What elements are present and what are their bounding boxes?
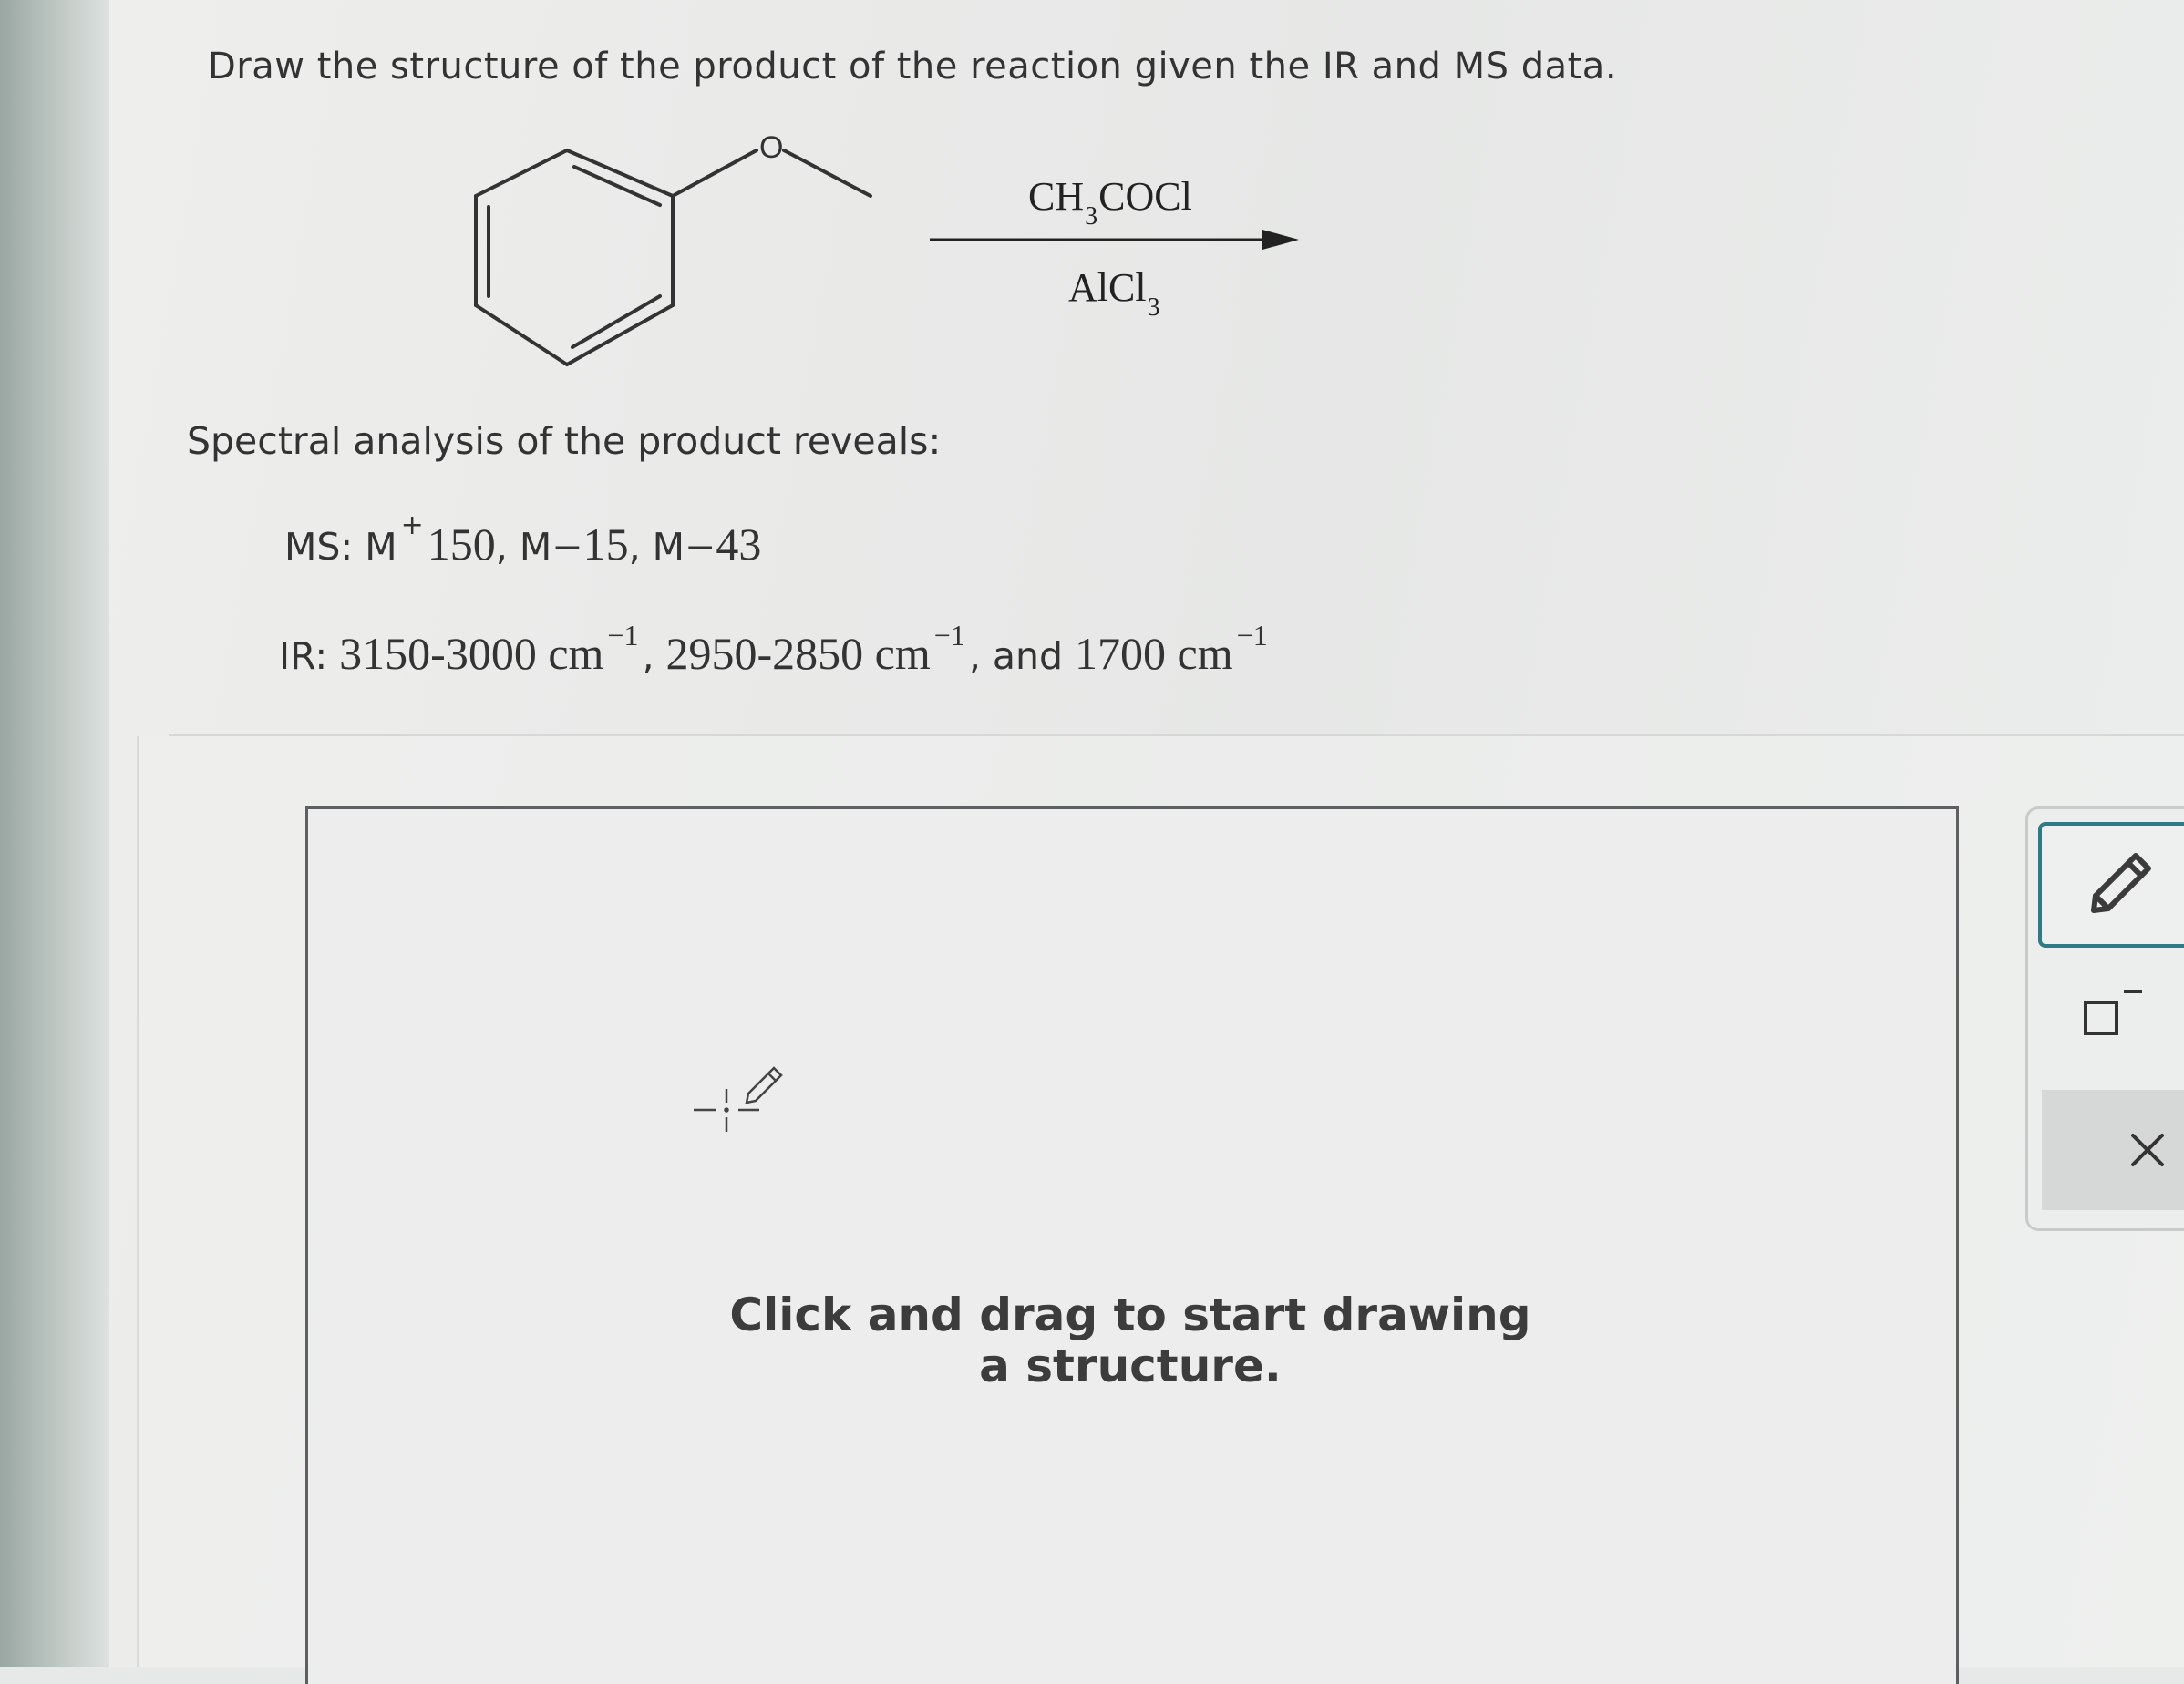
charge-tool-button[interactable] [2078,984,2151,1039]
reaction-arrow [930,230,1299,250]
oxygen-atom-label: O [759,130,784,165]
reagent-acetyl-chloride: $CH_3COCl$ [1028,174,1192,231]
question-text: Draw the structure of the product of the reaction given the IR and MS data. [208,46,1618,87]
close-icon [2126,1128,2169,1172]
square-minus-icon [2078,984,2151,1039]
reagent-aluminum-chloride: AlCl$_3$ [1068,265,1160,322]
drawing-canvas[interactable] [305,806,1959,1684]
drawing-hint: Click and drag to start drawing a structure. [729,1289,1531,1392]
draw-cursor-icon [688,1057,798,1157]
reaction-scheme [456,123,1313,378]
pencil-tool-button[interactable] [2038,822,2184,948]
screen-left-edge [0,0,109,1667]
anisole-structure [476,150,871,365]
ir-data: IR: 3150-3000 cm $^{-1}$, 2950-2850 cm $^{-1}$, and 1700 cm $^{-1}$ [279,619,1268,679]
ms-data: MS: M +150, M−15, M−43 [284,509,762,570]
pencil-icon [2077,843,2161,927]
clear-button[interactable] [2042,1090,2184,1210]
spectral-intro: Spectral analysis of the product reveals: [187,419,942,463]
